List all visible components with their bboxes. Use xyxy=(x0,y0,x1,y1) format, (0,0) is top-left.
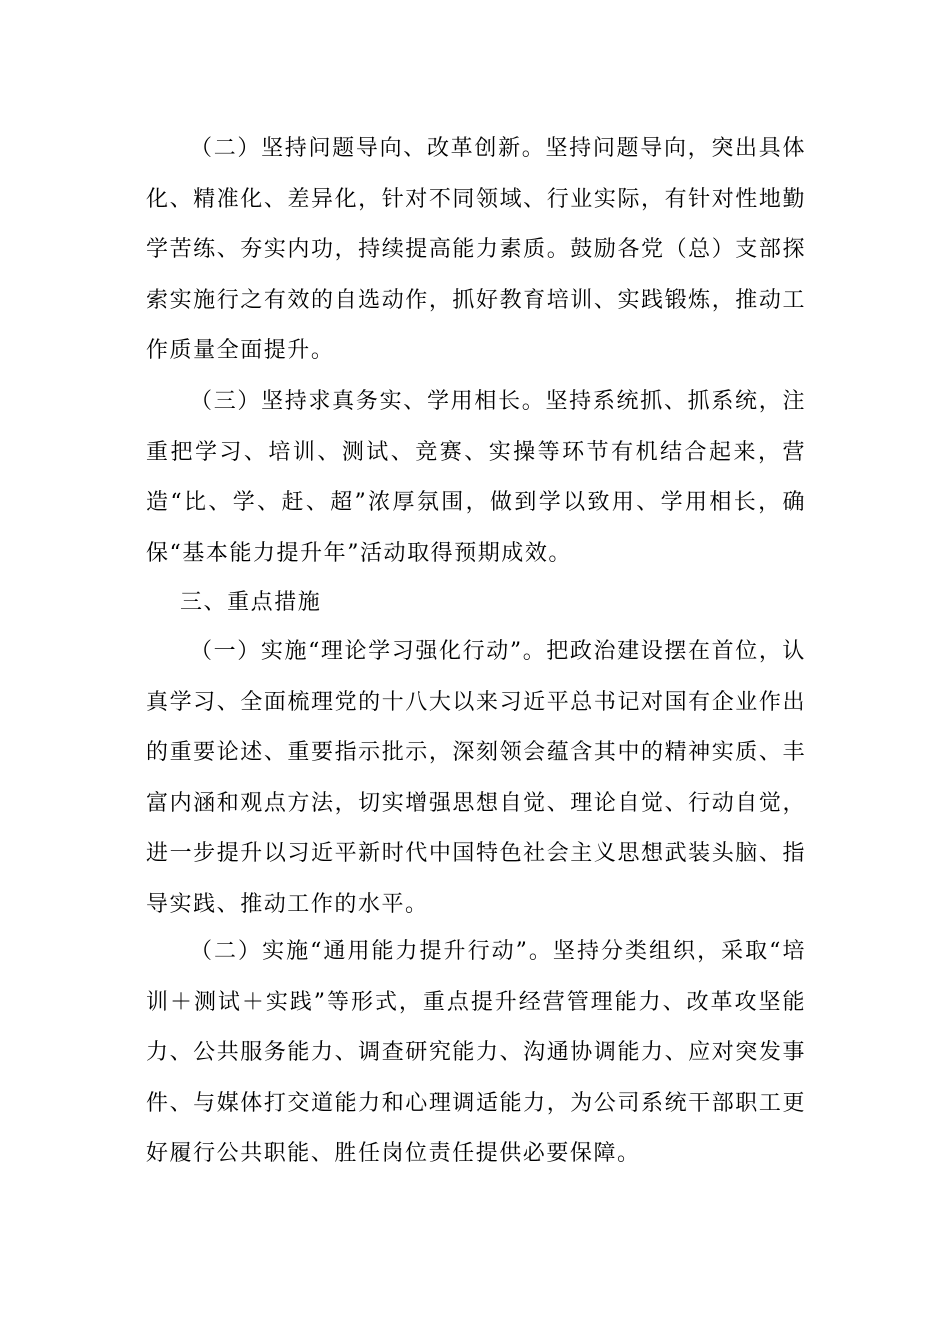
section-heading-key-measures: 三、重点措施 xyxy=(180,590,322,615)
paragraph-measure-1: （一）实施“理论学习强化行动”。把政治建设摆在首位，认真学习、全面梳理党的十八大以来习近平总书记对国有企业作出的重要论述、重要指示批示，深刻领会蕴含其中的精神实质、丰富内涵和观点方法，切实增强思想自觉、理论自觉、行动自觉，进一步提升以习近平新时代中国特色社会主义思想武装头脑、指导实践、推动工作的水平。 xyxy=(146,639,806,917)
paragraph-principle-2: （二）坚持问题导向、改革创新。坚持问题导向，突出具体化、精准化、差异化，针对不同领域、行业实际，有针对性地勤学苦练、夯实内功，持续提高能力素质。鼓励各党（总）支部探索实施行之有效的自选动作，抓好教育培训、实践锻炼，推动工作质量全面提升。 xyxy=(146,136,806,363)
paragraph-measure-2: （二）实施“通用能力提升行动”。坚持分类组织，采取“培训＋测试＋实践”等形式，重点提升经营管理能力、改革攻坚能力、公共服务能力、调查研究能力、沟通协调能力、应对突发事件、与媒体打交道能力和心理调适能力，为公司系统干部职工更好履行公共职能、胜任岗位责任提供必要保障。 xyxy=(146,939,806,1166)
paragraph-principle-3: （三）坚持求真务实、学用相长。坚持系统抓、抓系统，注重把学习、培训、测试、竞赛、实操等环节有机结合起来，营造“比、学、赶、超”浓厚氛围，做到学以致用、学用相长，确保“基本能力提升年”活动取得预期成效。 xyxy=(146,389,806,566)
